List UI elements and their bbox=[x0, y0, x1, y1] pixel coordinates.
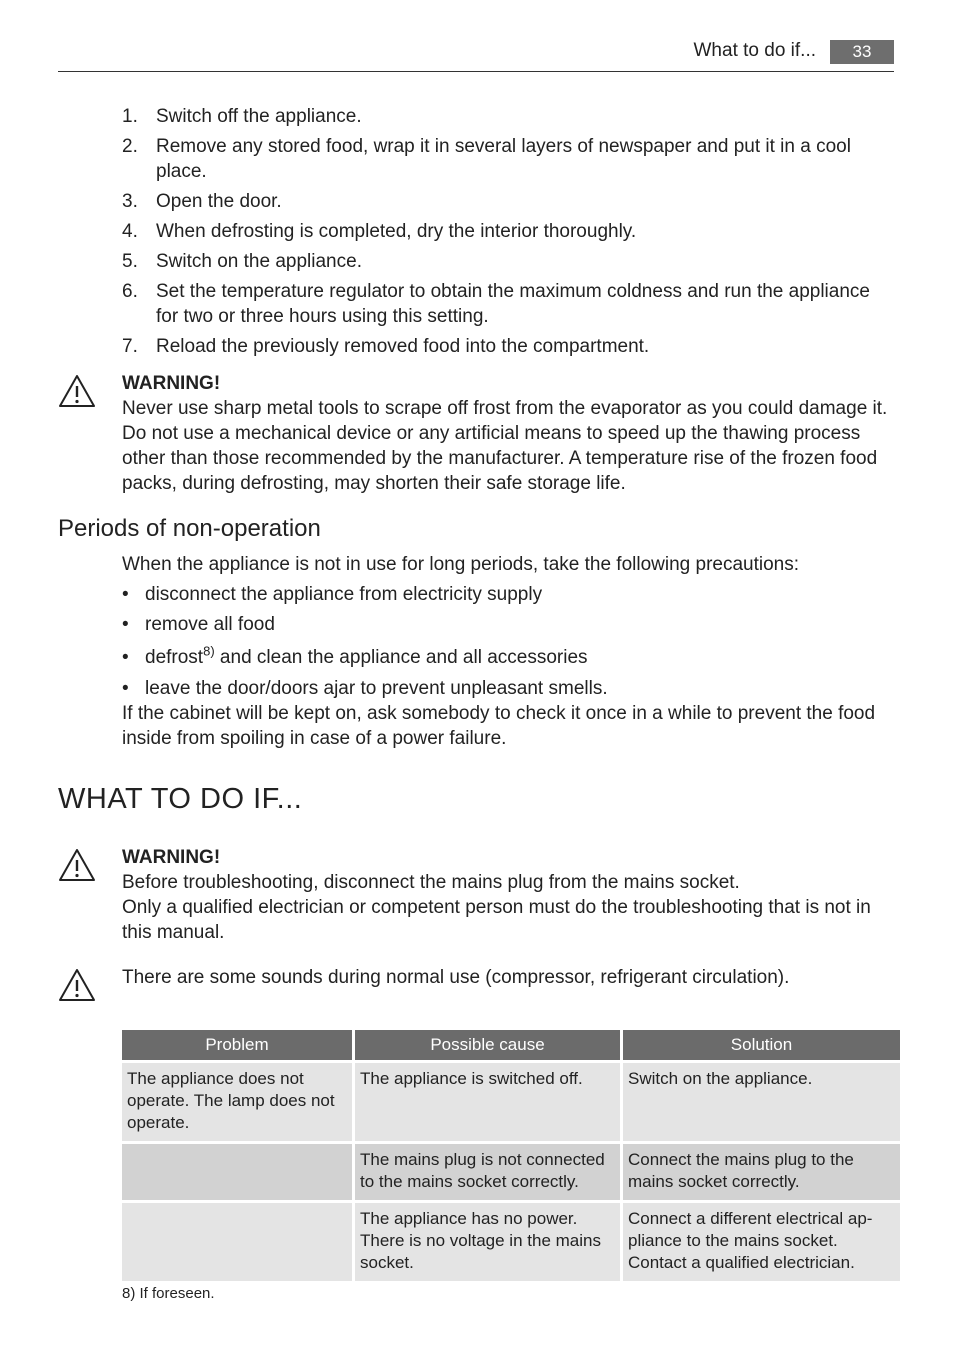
warning-icon bbox=[58, 848, 96, 882]
warning-text: Before troubleshooting, disconnect the mains plug from the mains socket. bbox=[122, 872, 740, 893]
warning-defrost bbox=[122, 371, 894, 496]
step-item: 7. Reload the previously removed food into the compartment. bbox=[122, 336, 650, 357]
table-row bbox=[122, 1144, 900, 1200]
list-item: • remove all food bbox=[122, 614, 275, 635]
cell-cause: The appliance has no power. There is no voltage in the mains socket. bbox=[355, 1203, 620, 1281]
step-item: 6. Set the temperature regulator to obtain the maximum coldness and run the appliance for two or three hours using this setting. bbox=[122, 281, 870, 327]
step-item: 4. When defrosting is completed, dry the interior thoroughly. bbox=[122, 221, 637, 242]
cell-problem bbox=[122, 1144, 352, 1200]
cell-cause: The appliance is switched off. bbox=[355, 1063, 620, 1141]
non-operation-section bbox=[122, 552, 894, 751]
footnote-ref: 8) bbox=[203, 643, 215, 659]
cell-problem bbox=[122, 1203, 352, 1281]
column-header-problem: Problem bbox=[122, 1030, 352, 1060]
cell-solution: Switch on the appliance. bbox=[623, 1063, 900, 1141]
list-item: • leave the door/doors ajar to prevent unpleasant smells. bbox=[122, 678, 608, 699]
sounds-note: There are some sounds during normal use (compressor, refrigerant circulation). bbox=[122, 967, 790, 988]
intro-text: When the appliance is not in use for long periods, take the following precautions: bbox=[122, 554, 800, 575]
warning-title: WARNING! bbox=[122, 373, 221, 394]
step-item: 1. Switch off the appliance. bbox=[122, 106, 362, 127]
warning-text: Never use sharp metal tools to scrape off frost from the evaporator as you could damage it. Do not use a mechanical device or any artificial means to speed up the thawing process other than those recommended by the manufacturer. A temperature rise of the frozen food packs, during defrosting, may shorten their safe storage life. bbox=[122, 398, 888, 494]
troubleshooting-table bbox=[119, 1027, 903, 1284]
outro-text: If the cabinet will be kept on, ask somebody to check it once in a while to prevent the food inside from spoiling in case of a power failure. bbox=[122, 703, 876, 749]
page-header bbox=[58, 38, 894, 72]
cell-solution: Connect the mains plug to the mains socket correctly. bbox=[623, 1144, 900, 1200]
step-item: 3. Open the door. bbox=[122, 191, 282, 212]
defrost-steps bbox=[122, 104, 894, 364]
column-header-solution: Solution bbox=[623, 1030, 900, 1060]
footnote: 8) If foreseen. bbox=[122, 1285, 215, 1302]
table-header-row bbox=[122, 1030, 900, 1060]
table-row bbox=[122, 1063, 900, 1141]
table-row bbox=[122, 1203, 900, 1281]
cell-problem: The appliance does not operate. The lamp does not operate. bbox=[122, 1063, 352, 1141]
column-header-cause: Possible cause bbox=[355, 1030, 620, 1060]
list-item: • defrost$^{8)}$ and clean the appliance and all accessories bbox=[122, 643, 588, 668]
warning-text: Only a qualified electrician or competent person must do the troubleshooting that is not in this manual. bbox=[122, 897, 871, 943]
list-item: • disconnect the appliance from electricity supply bbox=[122, 584, 543, 605]
header-title: What to do if... bbox=[693, 40, 816, 61]
step-item: 5. Switch on the appliance. bbox=[122, 251, 362, 272]
section-heading-non-operation: Periods of non-operation bbox=[58, 515, 321, 542]
warning-icon bbox=[58, 968, 96, 1002]
page-title: WHAT TO DO IF... bbox=[58, 783, 303, 815]
warning-title: WARNING! bbox=[122, 847, 221, 868]
page-number: 33 bbox=[830, 40, 894, 64]
step-item: 2. Remove any stored food, wrap it in several layers of newspaper and put it in a cool place. bbox=[122, 136, 851, 182]
warning-troubleshooting bbox=[122, 845, 894, 945]
cell-solution: Connect a different electrical ap-pliance to the mains socket. Contact a qualified electrician. bbox=[623, 1203, 900, 1281]
cell-cause: The mains plug is not connected to the mains socket correctly. bbox=[355, 1144, 620, 1200]
warning-icon bbox=[58, 374, 96, 408]
